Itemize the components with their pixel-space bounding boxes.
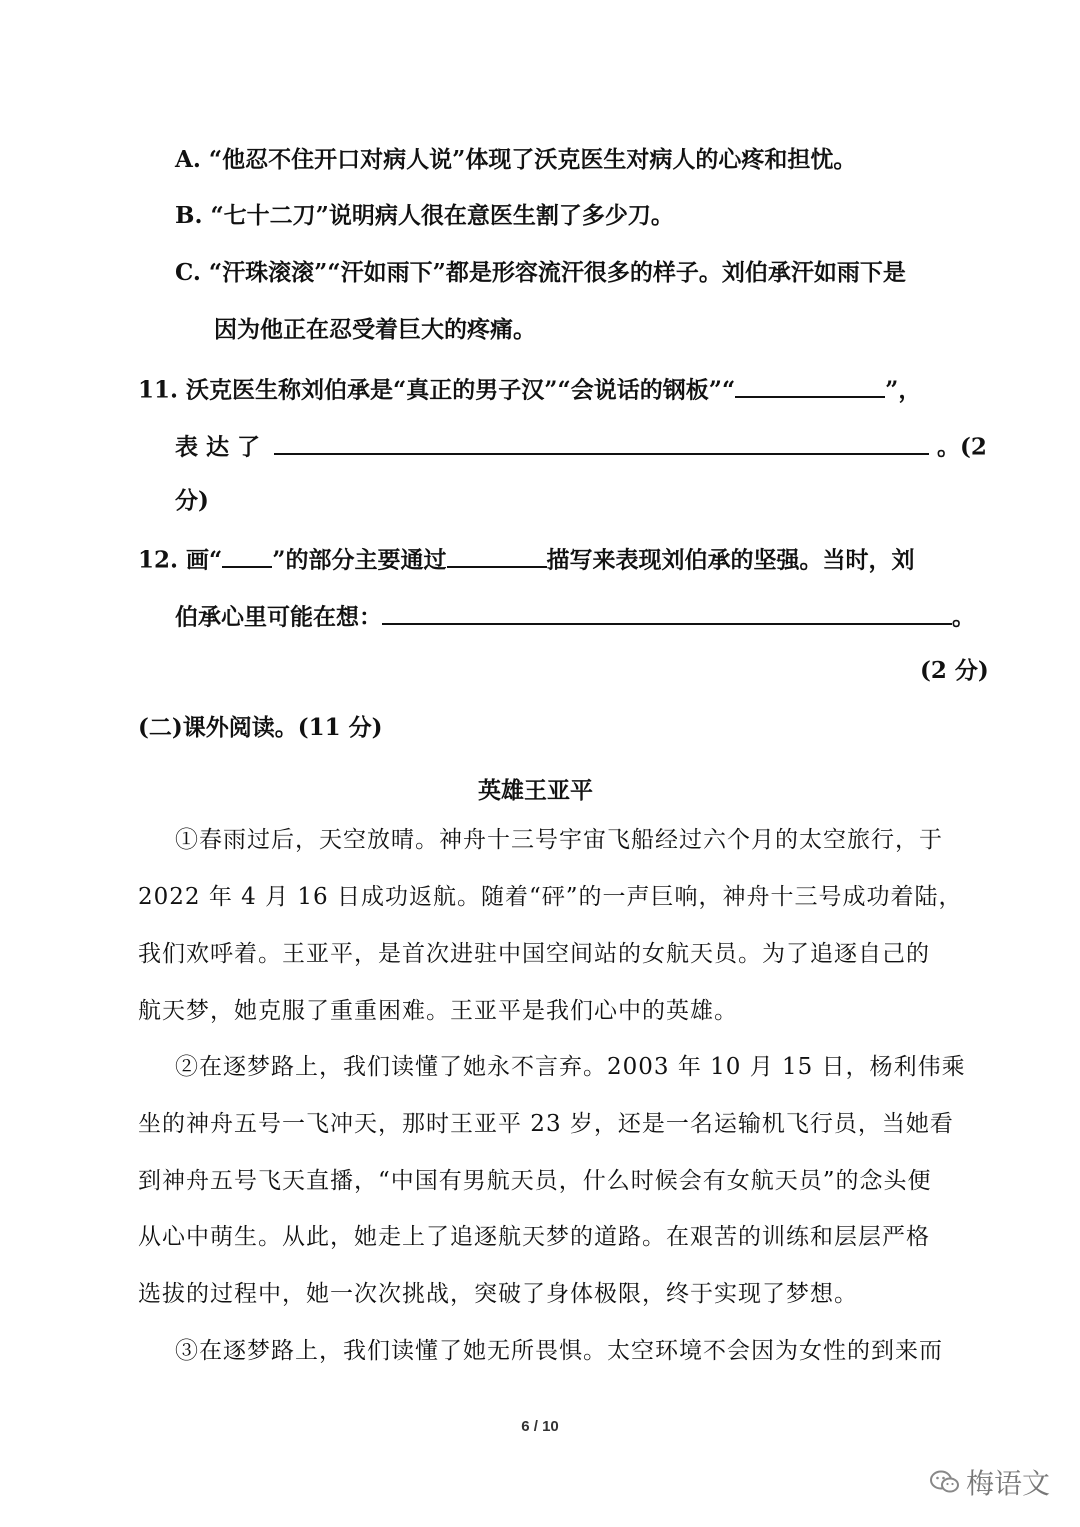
q11-blank2[interactable] [274, 432, 929, 455]
passage-line: 航天梦，她克服了重重困难。王亚平是我们心中的英雄。 [138, 998, 738, 1024]
passage-line: 到神舟五号飞天直播，“中国有男航天员，什么时候会有女航天员”的念头便 [138, 1168, 932, 1194]
q12-blank-mark [222, 545, 272, 568]
passage-title: 英雄王亚平 [478, 777, 593, 804]
q12-text5: 。 [952, 603, 975, 631]
section-heading: (二)课外阅读。(11 分) [138, 714, 383, 741]
q12-text3: 描写来表现刘伯承的坚强。当时，刘 [546, 546, 915, 574]
q11-text4: 。(2 [937, 433, 987, 461]
q12-text2: ”的部分主要通过 [272, 546, 447, 574]
question-11-line1 [138, 375, 921, 402]
q12-blank2[interactable] [382, 602, 952, 625]
q11-text3: 表 达 了 [175, 433, 261, 461]
passage-line: 从心中萌生。从此，她走上了追逐航天梦的道路。在艰苦的训练和层层严格 [138, 1224, 930, 1250]
option-a: A. “他忍不住开口对病人说”体现了沃克医生对病人的心疼和担忧。 [175, 146, 857, 173]
passage-line: ③在逐梦路上，我们读懂了她无所畏惧。太空环境不会因为女性的到来而 [175, 1338, 943, 1364]
question-11-line3: 分) [175, 487, 209, 514]
passage-line: 选拔的过程中，她一次次挑战，突破了身体极限，终于实现了梦想。 [138, 1281, 858, 1307]
question-12-line1 [138, 545, 915, 572]
passage-line: 我们欢呼着。王亚平，是首次进驻中国空间站的女航天员。为了追逐自己的 [138, 941, 930, 967]
watermark-text: 梅语文 [966, 1467, 1051, 1500]
q11-text2: ”， [885, 376, 922, 404]
passage-line: 2022 年 4 月 16 日成功返航。随着“砰”的一声巨响，神舟十三号成功着陆， [138, 884, 963, 910]
page-number: 6 / 10 [521, 1418, 559, 1435]
passage-line: ②在逐梦路上，我们读懂了她永不言弃。2003 年 10 月 15 日，杨利伟乘 [175, 1054, 966, 1080]
passage-line: 坐的神舟五号一飞冲天，那时王亚平 23 岁，还是一名运输机飞行员，当她看 [138, 1111, 954, 1137]
q12-score: (2 分) [920, 657, 989, 684]
passage-line: ①春雨过后，天空放晴。神舟十三号宇宙飞船经过六个月的太空旅行，于 [175, 827, 943, 853]
watermark [930, 1462, 1050, 1502]
option-b: B. “七十二刀”说明病人很在意医生割了多少刀。 [175, 202, 674, 229]
option-c-line1: C. “汗珠滚滚”“汗如雨下”都是形容流汗很多的样子。刘伯承汗如雨下是 [175, 259, 906, 286]
q12-text4: 伯承心里可能在想： [175, 603, 382, 631]
option-c-line2: 因为他正在忍受着巨大的疼痛。 [214, 316, 536, 343]
wechat-icon [930, 1469, 960, 1495]
q11-text1: 11. 沃克医生称刘伯承是“真正的男子汉”“会说话的钢板”“ [138, 376, 736, 404]
q12-blank1[interactable] [447, 545, 547, 568]
question-12-line2 [175, 602, 975, 629]
q12-text1: 12. 画“ [138, 546, 223, 574]
q11-blank1[interactable] [735, 375, 885, 398]
question-11-line2 [175, 432, 987, 459]
